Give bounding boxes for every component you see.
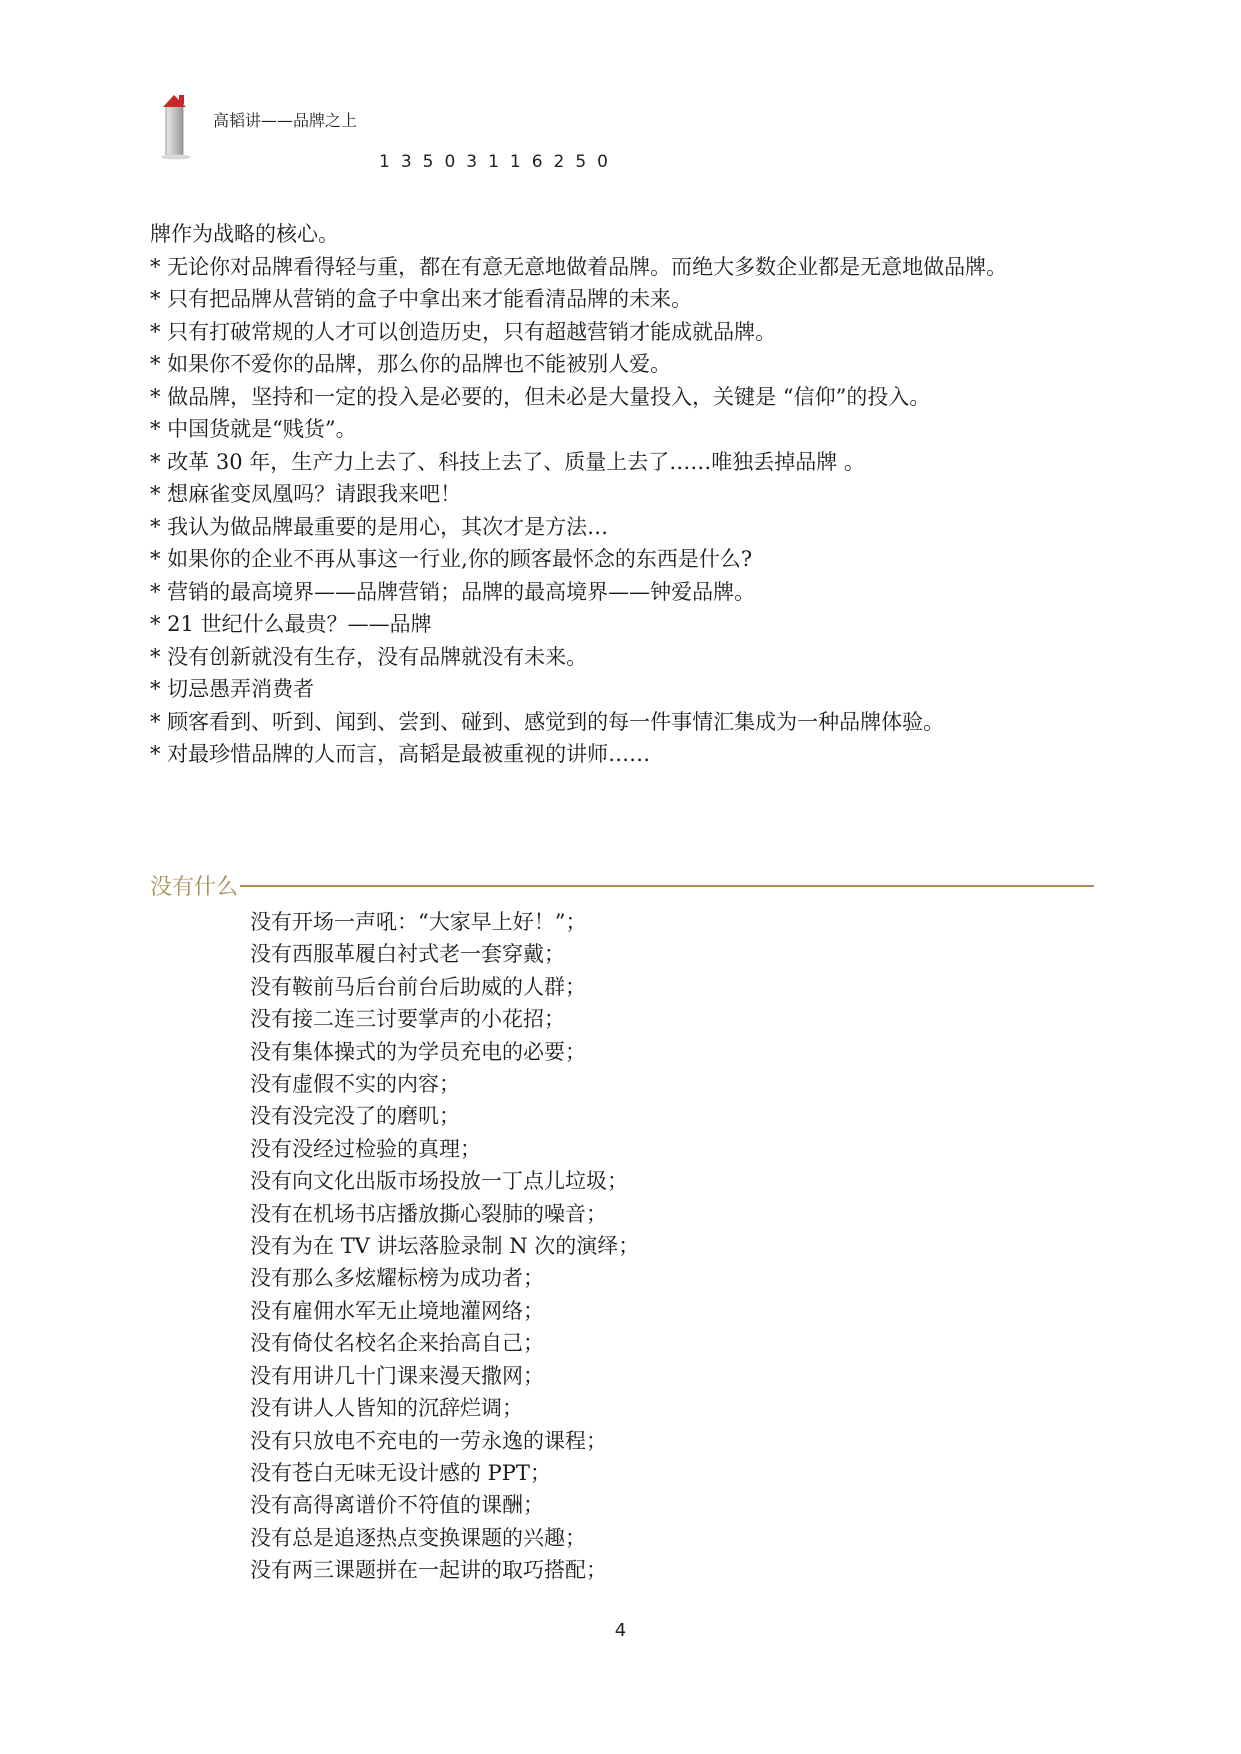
list-item: 没有鞍前马后台前台后助威的人群； bbox=[250, 974, 586, 999]
list-item: 没有西服革履白衬式老一套穿戴； bbox=[250, 942, 565, 967]
quote-item: * 对最珍惜品牌的人而言，高韬是最被重视的讲师…… bbox=[150, 742, 651, 766]
header-phone: 13503116250 bbox=[379, 152, 619, 172]
list-item: 没有在机场书店播放撕心裂肺的噪音； bbox=[250, 1201, 607, 1226]
list-item: 没有接二连三讨要掌声的小花招； bbox=[250, 1007, 565, 1032]
quote-item: * 无论你对品牌看得轻与重，都在有意无意地做着品牌。而绝大多数企业都是无意地做品牌。 bbox=[150, 254, 1008, 279]
quote-item: * 只有把品牌从营销的盒子中拿出来才能看清品牌的未来。 bbox=[150, 287, 693, 311]
list-item: 没有虚假不实的内容； bbox=[250, 1072, 460, 1097]
quote-item: * 顾客看到、听到、闻到、尝到、碰到、感觉到的每一件事情汇集成为一种品牌体验。 bbox=[150, 709, 945, 734]
quote-item: * 中国货就是“贱货”。 bbox=[150, 417, 357, 441]
quote-item: * 营销的最高境界——品牌营销；品牌的最高境界——钟爱品牌。 bbox=[150, 579, 756, 604]
section-heading bbox=[150, 868, 1094, 902]
list-item: 没有苍白无味无设计感的 PPT； bbox=[250, 1460, 551, 1485]
quote-item: * 切忌愚弄消费者 bbox=[150, 677, 315, 701]
section-title: 没有什么 bbox=[150, 874, 239, 900]
list-item: 没有为在 TV 讲坛落脸录制 N 次的演绎； bbox=[250, 1234, 640, 1259]
list-item: 没有开场一声吼：“大家早上好！”； bbox=[250, 910, 587, 934]
quote-item: 牌作为战略的核心。 bbox=[150, 222, 339, 246]
quote-item: * 21 世纪什么最贵？——品牌 bbox=[150, 612, 432, 636]
header-title: 高韬讲——品牌之上 bbox=[213, 111, 358, 130]
list-item: 没有没经过检验的真理； bbox=[250, 1136, 481, 1161]
quote-item: * 想麻雀变凤凰吗？请跟我来吧！ bbox=[150, 482, 462, 506]
page-number: 4 bbox=[614, 1620, 627, 1641]
list-item: 没有两三课题拼在一起讲的取巧搭配； bbox=[250, 1558, 607, 1583]
list-item: 没有高得离谱价不符值的课酬； bbox=[250, 1493, 544, 1518]
quote-item: * 没有创新就没有生存，没有品牌就没有未来。 bbox=[150, 644, 588, 669]
quote-list bbox=[150, 218, 1110, 771]
quote-item: * 只有打破常规的人才可以创造历史，只有超越营销才能成就品牌。 bbox=[150, 319, 777, 344]
page-header bbox=[155, 92, 655, 172]
quote-item: * 如果你的企业不再从事这一行业,你的顾客最怀念的东西是什么? bbox=[150, 547, 753, 571]
quote-item: * 我认为做品牌最重要的是用心，其次才是方法… bbox=[150, 514, 609, 539]
list-item: 没有倚仗名校名企来抬高自己； bbox=[250, 1331, 544, 1356]
list-item: 没有那么多炫耀标榜为成功者； bbox=[250, 1266, 544, 1291]
quote-item: * 改革 30 年，生产力上去了、科技上去了、质量上去了……唯独丢掉品牌 。 bbox=[150, 449, 865, 474]
nothing-list bbox=[250, 906, 1070, 1587]
list-item: 没有集体操式的为学员充电的必要； bbox=[250, 1039, 586, 1064]
book-logo-icon bbox=[161, 92, 191, 160]
list-item: 没有讲人人皆知的沉辞烂调； bbox=[250, 1396, 523, 1421]
list-item: 没有用讲几十门课来漫天撒网； bbox=[250, 1363, 544, 1388]
list-item: 没有只放电不充电的一劳永逸的课程； bbox=[250, 1428, 607, 1453]
list-item: 没有雇佣水军无止境地灌网络； bbox=[250, 1298, 544, 1323]
quote-item: * 做品牌，坚持和一定的投入是必要的，但未必是大量投入，关键是 “信仰”的投入。 bbox=[150, 384, 931, 409]
list-item: 没有总是追逐热点变换课题的兴趣； bbox=[250, 1525, 586, 1550]
list-item: 没有没完没了的磨叽； bbox=[250, 1104, 460, 1129]
list-item: 没有向文化出版市场投放一丁点儿垃圾； bbox=[250, 1169, 628, 1194]
section-divider bbox=[240, 885, 1094, 887]
quote-item: * 如果你不爱你的品牌，那么你的品牌也不能被别人爱。 bbox=[150, 352, 672, 376]
